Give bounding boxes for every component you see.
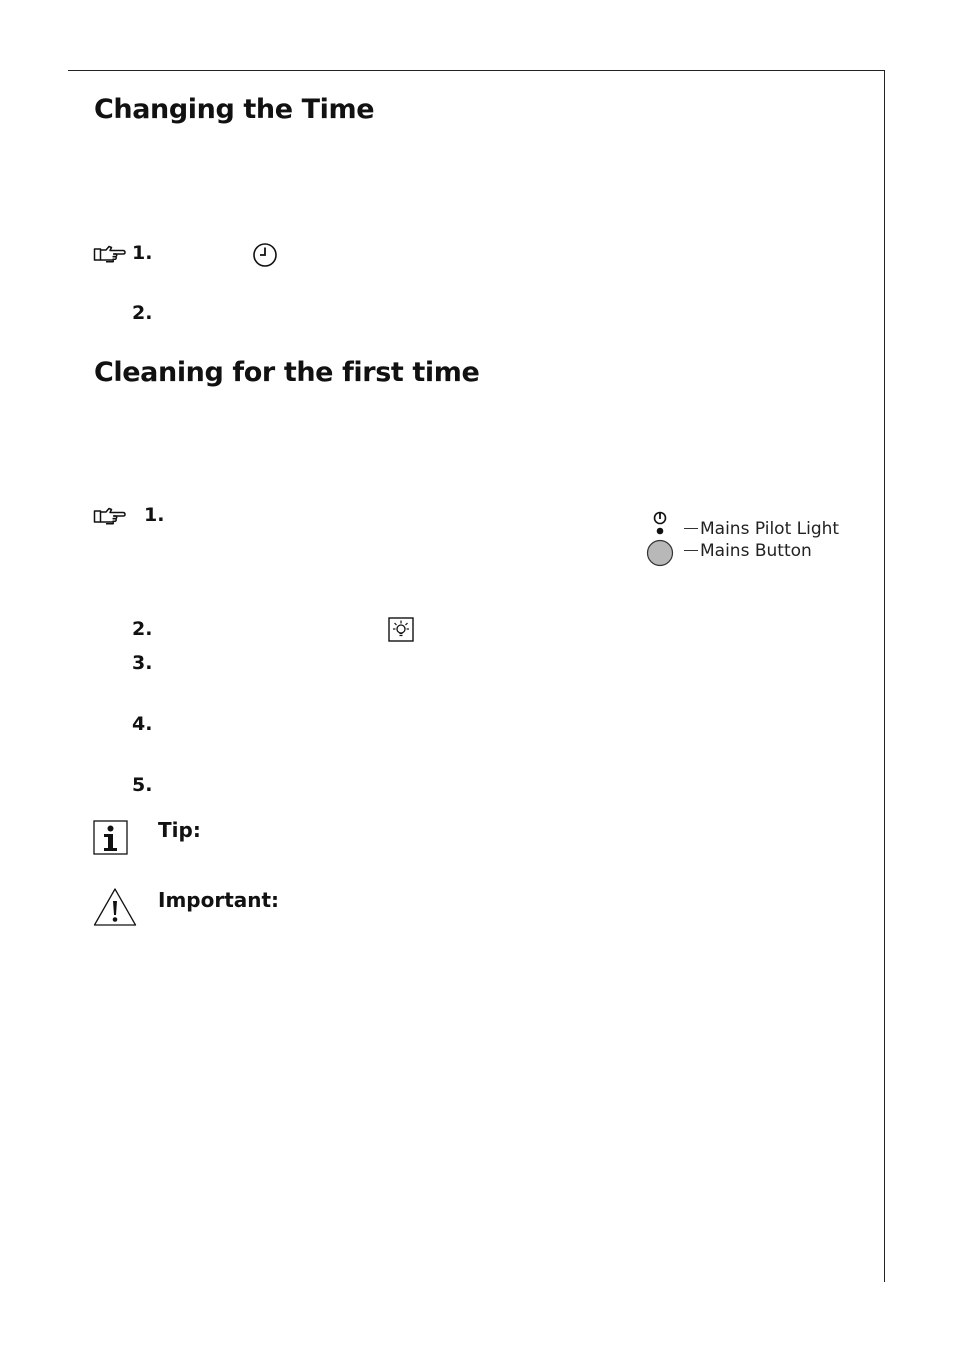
clock-icon <box>252 242 278 268</box>
step-number: 2. <box>132 618 153 640</box>
heading-cleaning-first-time: Cleaning for the first time <box>94 357 480 388</box>
info-icon <box>93 820 128 855</box>
oven-light-icon <box>388 617 414 642</box>
mains-button[interactable] <box>646 539 674 567</box>
step-number: 1. <box>132 242 153 264</box>
power-symbol-icon <box>651 510 669 538</box>
heading-changing-the-time: Changing the Time <box>94 94 375 125</box>
step-number: 1. <box>144 504 165 526</box>
right-rule <box>884 70 885 1282</box>
pointing-hand-icon <box>93 506 127 526</box>
tip-label: Tip: <box>158 818 201 842</box>
mains-button-label: Mains Button <box>684 541 812 561</box>
step-number: 2. <box>132 302 153 324</box>
warning-icon <box>93 887 137 927</box>
pointing-hand-icon <box>93 244 127 264</box>
important-label: Important: <box>158 888 280 912</box>
step-number: 5. <box>132 774 153 796</box>
mains-pilot-light-label: Mains Pilot Light <box>684 519 839 539</box>
step-number: 3. <box>132 652 153 674</box>
step-number: 4. <box>132 713 153 735</box>
top-rule <box>68 70 885 71</box>
